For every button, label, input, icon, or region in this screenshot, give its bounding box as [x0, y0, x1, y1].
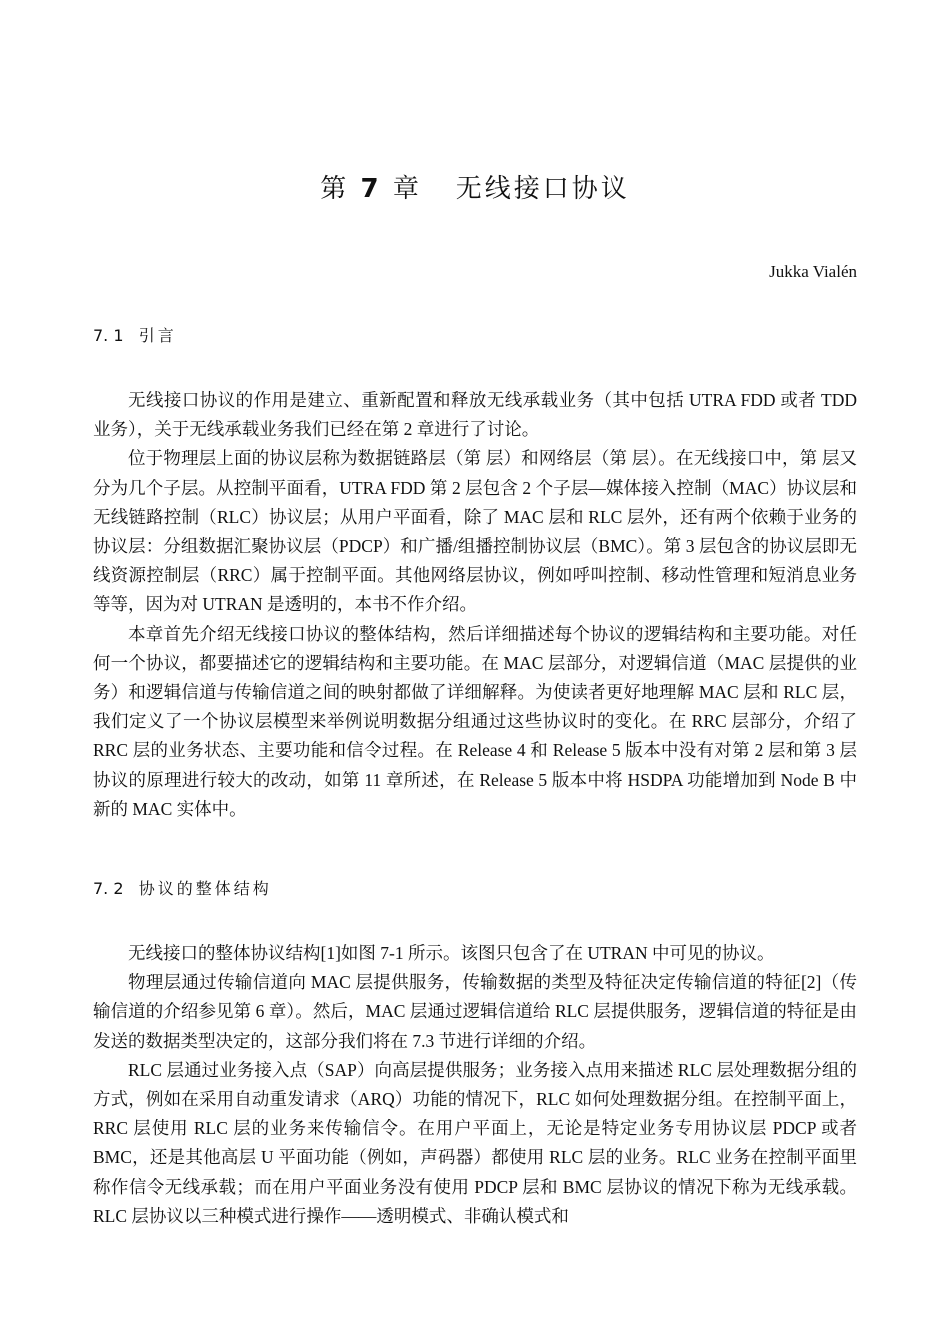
paragraph: 物理层通过传输信道向 MAC 层提供服务，传输数据的类型及特征决定传输信道的特征[2]（传输信道的介绍参见第 6 章）。然后，MAC 层通过逻辑信道给 RLC 层提供服务，逻辑信道的特征是由发送的数据类型决定的，这部分我们将在 7.3 节进行详细的介绍。 [93, 972, 857, 1051]
chapter-title [0, 168, 950, 205]
paragraph: 位于物理层上面的协议层称为数据链路层（第 层）和网络层（第 层）。在无线接口中，第 层又分为几个子层。从控制平面看，UTRA FDD 第 2 层包含 2 个子层—媒体接入控制（MAC）协议层和无线链路控制（RLC）协议层；从用户平面看，除了 MAC 层和 RLC 层外，还有两个依赖于业务的协议层：分组数据汇聚协议层（PDCP）和广播/组播控制协议层（BMC）。第 3 层包含的协议层即无线资源控制层（RRC）属于控制平面。其他网络层协议，例如呼叫控制、移动性管理和短消息业务等等，因为对 UTRAN 是透明的，本书不作介绍。 [93, 448, 857, 615]
section-body-7-2 [93, 939, 857, 1231]
section-number: 7. 2 [93, 879, 124, 898]
chapter-title-text: 无线接口协议 [455, 174, 630, 204]
section-heading-7-2 [93, 876, 272, 899]
paragraph: RLC 层通过业务接入点（SAP）向高层提供服务；业务接入点用来描述 RLC 层处理数据分组的方式，例如在采用自动重发请求（ARQ）功能的情况下，RLC 如何处理数据分组。在控制平面上，RRC 层使用 RLC 层的业务来传输信令。在用户平面上，无论是特定业务专用协议层 PDCP 或者 BMC，还是其他高层 U 平面功能（例如，声码器）都使用 RLC 层的业务。RLC 业务在控制平面里称作信令无线承载；而在用户平面业务没有使用 PDCP 层和 BMC 层协议的情况下称为无线承载。RLC 层协议以三种模式进行操作——透明模式、非确认模式和 [93, 1059, 857, 1226]
section-title: 协议的整体结构 [138, 879, 272, 898]
section-title: 引言 [138, 326, 177, 345]
author: Jukka Vialén [769, 262, 857, 281]
paragraph: 本章首先介绍无线接口协议的整体结构，然后详细描述每个协议的逻辑结构和主要功能。对任何一个协议，都要描述它的逻辑结构和主要功能。在 MAC 层部分，对逻辑信道（MAC 层提供的业务）和逻辑信道与传输信道之间的映射都做了详细解释。为使读者更好地理解 MAC 层和 RLC 层，我们定义了一个协议层模型来举例说明数据分组通过这些协议时的变化。在 RRC 层部分，介绍了 RRC 层的业务状态、主要功能和信令过程。在 Release 4 和 Release 5 版本中没有对第 2 层和第 3 层协议的原理进行较大的改动，如第 11 章所述，在 Release 5 版本中将 HSDPA 功能增加到 Node B 中新的 MAC 实体中。 [93, 623, 857, 819]
section-body-7-1 [93, 386, 857, 824]
chapter-number: 7 [360, 174, 382, 204]
chapter-label-suffix: 章 [392, 174, 422, 204]
paragraph: 无线接口协议的作用是建立、重新配置和释放无线承载业务（其中包括 UTRA FDD 或者 TDD 业务），关于无线承载业务我们已经在第 2 章进行了讨论。 [93, 390, 857, 440]
paragraph: 无线接口的整体协议结构[1]如图 7-1 所示。该图只包含了在 UTRAN 中可见的协议。 [128, 943, 775, 963]
section-heading-7-1 [93, 323, 177, 346]
section-number: 7. 1 [93, 326, 124, 345]
chapter-label-prefix: 第 [320, 174, 350, 204]
